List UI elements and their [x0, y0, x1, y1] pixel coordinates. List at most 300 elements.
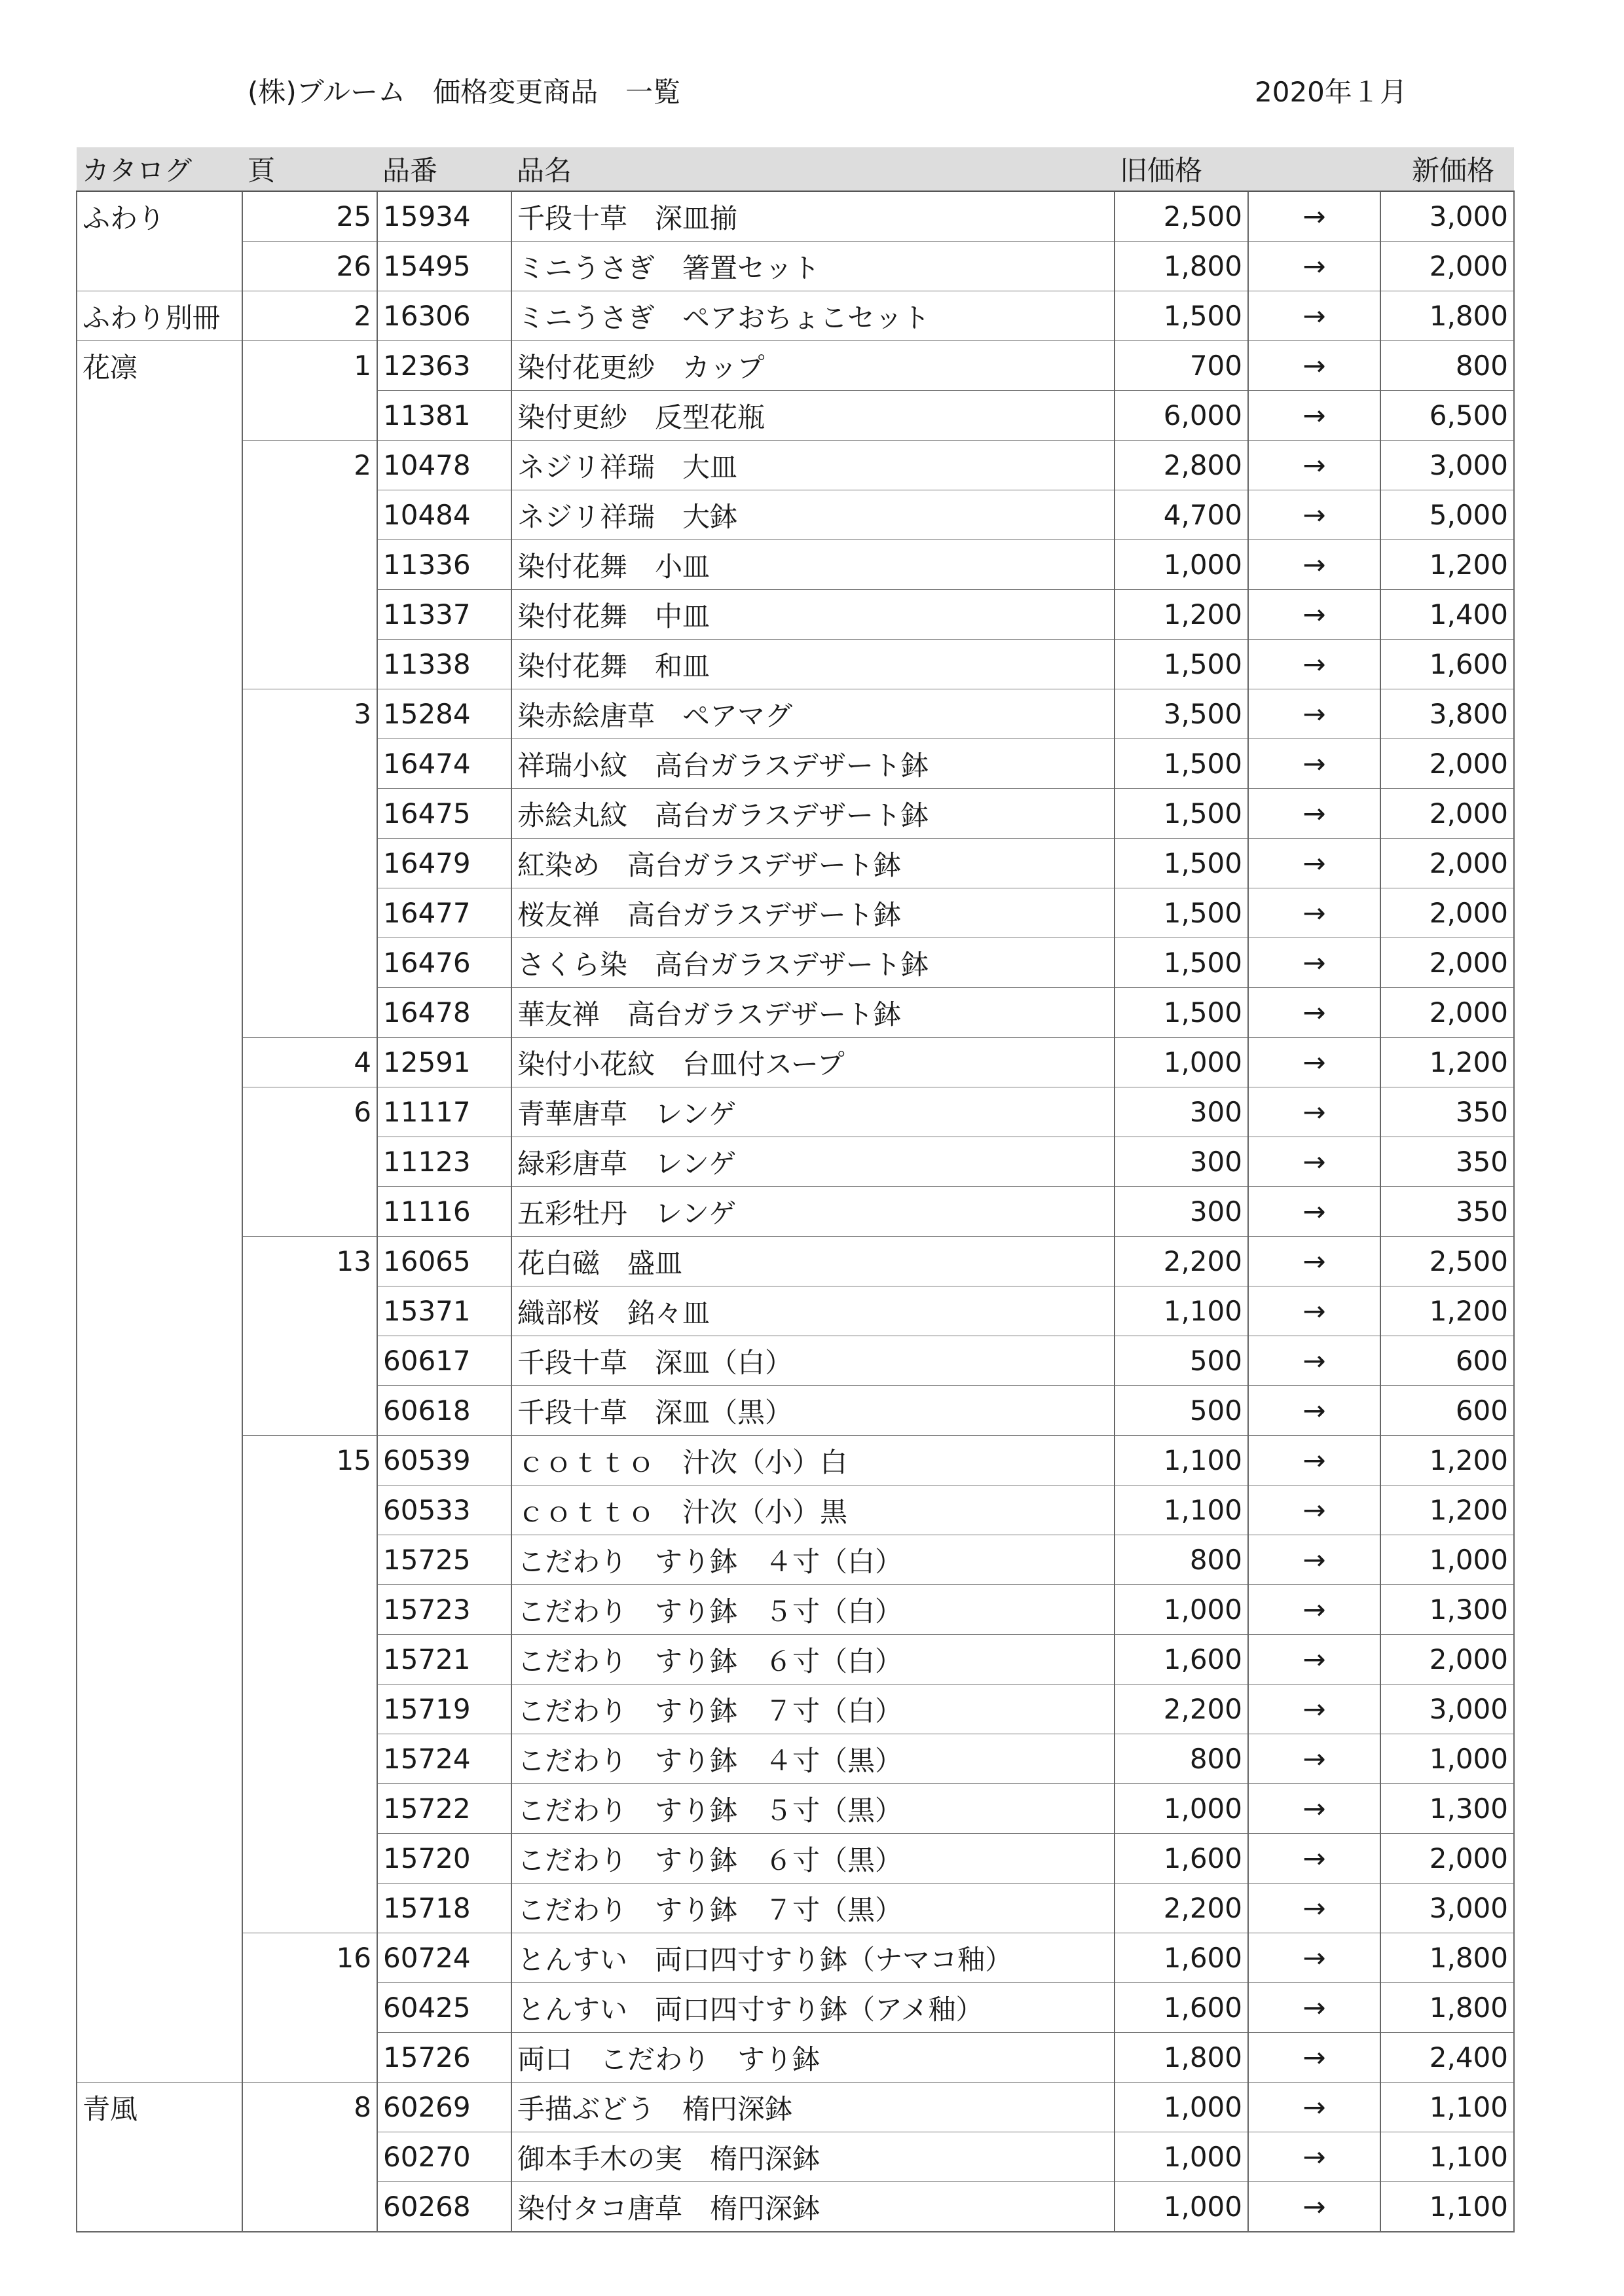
catalog-cell — [77, 242, 242, 291]
product-name-cell: こだわり すり鉢 ４寸（白） — [511, 1535, 1115, 1585]
table-row — [77, 1137, 1514, 1187]
new-price-cell: 1,200 — [1380, 1436, 1514, 1485]
catalog-cell — [77, 1087, 242, 1137]
page-cell — [242, 1983, 377, 2033]
product-name-cell: 染付更紗 反型花瓶 — [511, 391, 1115, 441]
page-cell: 3 — [242, 689, 377, 739]
catalog-cell — [77, 540, 242, 590]
page-cell — [242, 1485, 377, 1535]
catalog-cell — [77, 1187, 242, 1237]
document-title: (株)ブルーム 価格変更商品 一覧 — [248, 76, 681, 108]
product-name-cell: ミニうさぎ 箸置セット — [511, 242, 1115, 291]
arrow-cell: → — [1248, 988, 1380, 1038]
product-code-cell: 16475 — [377, 789, 511, 839]
new-price-cell: 2,000 — [1380, 789, 1514, 839]
arrow-cell: → — [1248, 1585, 1380, 1635]
arrow-cell: → — [1248, 789, 1380, 839]
arrow-cell: → — [1248, 1884, 1380, 1933]
product-code-cell: 15718 — [377, 1884, 511, 1933]
old-price-cell: 1,600 — [1115, 1933, 1248, 1983]
table-row — [77, 1834, 1514, 1884]
old-price-cell: 2,200 — [1115, 1685, 1248, 1734]
product-name-cell: 染付花更紗 カップ — [511, 341, 1115, 391]
arrow-cell: → — [1248, 1635, 1380, 1685]
catalog-cell — [77, 1635, 242, 1685]
catalog-cell — [77, 1933, 242, 1983]
new-price-cell: 1,800 — [1380, 291, 1514, 341]
catalog-cell — [77, 2132, 242, 2182]
old-price-cell: 1,100 — [1115, 1485, 1248, 1535]
page-cell: 1 — [242, 341, 377, 391]
product-code-cell: 15934 — [377, 191, 511, 242]
page-cell — [242, 1734, 377, 1784]
catalog-cell: 青風 — [77, 2083, 242, 2132]
product-code-cell: 16306 — [377, 291, 511, 341]
product-code-cell: 11117 — [377, 1087, 511, 1137]
product-code-cell: 60617 — [377, 1336, 511, 1386]
table-row — [77, 1933, 1514, 1983]
product-code-cell: 16477 — [377, 888, 511, 938]
table-row — [77, 1635, 1514, 1685]
product-code-cell: 11338 — [377, 640, 511, 689]
catalog-cell — [77, 1983, 242, 2033]
arrow-cell: → — [1248, 1237, 1380, 1286]
old-price-cell: 800 — [1115, 1535, 1248, 1585]
table-row — [77, 2033, 1514, 2083]
arrow-cell: → — [1248, 938, 1380, 988]
new-price-cell: 3,800 — [1380, 689, 1514, 739]
old-price-cell: 1,000 — [1115, 1585, 1248, 1635]
old-price-cell: 1,500 — [1115, 789, 1248, 839]
product-name-cell: とんすい 両口四寸すり鉢（ナマコ釉） — [511, 1933, 1115, 1983]
old-price-cell: 1,500 — [1115, 839, 1248, 888]
new-price-cell: 1,300 — [1380, 1585, 1514, 1635]
table-row — [77, 242, 1514, 291]
page-cell — [242, 1635, 377, 1685]
new-price-cell: 2,500 — [1380, 1237, 1514, 1286]
product-name-cell: ミニうさぎ ペアおちょこセット — [511, 291, 1115, 341]
product-name-cell: 祥瑞小紋 高台ガラスデザート鉢 — [511, 739, 1115, 789]
table-row — [77, 341, 1514, 391]
arrow-cell: → — [1248, 2132, 1380, 2182]
old-price-cell: 1,500 — [1115, 291, 1248, 341]
product-name-cell: こだわり すり鉢 ６寸（白） — [511, 1635, 1115, 1685]
new-price-cell: 2,000 — [1380, 988, 1514, 1038]
new-price-cell: 2,000 — [1380, 938, 1514, 988]
product-name-cell: 赤絵丸紋 高台ガラスデザート鉢 — [511, 789, 1115, 839]
arrow-cell: → — [1248, 540, 1380, 590]
arrow-cell: → — [1248, 2182, 1380, 2232]
arrow-cell: → — [1248, 1983, 1380, 2033]
old-price-cell: 500 — [1115, 1336, 1248, 1386]
arrow-cell: → — [1248, 590, 1380, 640]
catalog-cell — [77, 1436, 242, 1485]
table-row — [77, 291, 1514, 341]
catalog-cell — [77, 839, 242, 888]
page-cell — [242, 839, 377, 888]
arrow-cell: → — [1248, 1784, 1380, 1834]
page-cell: 16 — [242, 1933, 377, 1983]
page-cell — [242, 1535, 377, 1585]
table-row — [77, 1087, 1514, 1137]
product-code-cell: 60268 — [377, 2182, 511, 2232]
catalog-cell — [77, 2033, 242, 2083]
product-code-cell: 60425 — [377, 1983, 511, 2033]
product-code-cell: 16474 — [377, 739, 511, 789]
old-price-cell: 2,200 — [1115, 1237, 1248, 1286]
page-cell — [242, 1386, 377, 1436]
table-row — [77, 1535, 1514, 1585]
new-price-cell: 1,800 — [1380, 1983, 1514, 2033]
table-row — [77, 839, 1514, 888]
catalog-cell — [77, 640, 242, 689]
product-code-cell: 15371 — [377, 1286, 511, 1336]
old-price-cell: 1,000 — [1115, 2132, 1248, 2182]
product-code-cell: 11123 — [377, 1137, 511, 1187]
catalog-cell — [77, 689, 242, 739]
catalog-cell — [77, 1784, 242, 1834]
table-row — [77, 1784, 1514, 1834]
catalog-cell — [77, 1535, 242, 1585]
table-row — [77, 938, 1514, 988]
old-price-cell: 300 — [1115, 1137, 1248, 1187]
arrow-cell: → — [1248, 1137, 1380, 1187]
arrow-cell: → — [1248, 1685, 1380, 1734]
arrow-cell: → — [1248, 191, 1380, 242]
page-cell — [242, 1137, 377, 1187]
product-code-cell: 12591 — [377, 1038, 511, 1087]
old-price-cell: 3,500 — [1115, 689, 1248, 739]
new-price-cell: 1,200 — [1380, 540, 1514, 590]
product-code-cell: 60270 — [377, 2132, 511, 2182]
table-row — [77, 191, 1514, 242]
page-cell — [242, 490, 377, 540]
catalog-cell — [77, 441, 242, 490]
catalog-cell — [77, 938, 242, 988]
catalog-cell — [77, 1386, 242, 1436]
catalog-cell — [77, 2182, 242, 2232]
product-code-cell: 16479 — [377, 839, 511, 888]
product-name-cell: ｃｏｔｔｏ 汁次（小）白 — [511, 1436, 1115, 1485]
arrow-cell: → — [1248, 1436, 1380, 1485]
page-cell: 2 — [242, 441, 377, 490]
product-code-cell: 15723 — [377, 1585, 511, 1635]
old-price-cell: 1,800 — [1115, 2033, 1248, 2083]
new-price-cell: 600 — [1380, 1386, 1514, 1436]
catalog-cell — [77, 1884, 242, 1933]
page-cell: 2 — [242, 291, 377, 341]
new-price-cell: 6,500 — [1380, 391, 1514, 441]
product-code-cell: 15720 — [377, 1834, 511, 1884]
new-price-cell: 1,100 — [1380, 2083, 1514, 2132]
arrow-cell: → — [1248, 1336, 1380, 1386]
arrow-cell: → — [1248, 1933, 1380, 1983]
column-header-catalog: カタログ — [77, 147, 242, 191]
new-price-cell: 5,000 — [1380, 490, 1514, 540]
catalog-cell — [77, 490, 242, 540]
product-code-cell: 15725 — [377, 1535, 511, 1585]
product-name-cell: ネジリ祥瑞 大鉢 — [511, 490, 1115, 540]
column-header-old-price: 旧価格 — [1115, 147, 1248, 191]
old-price-cell: 1,000 — [1115, 1038, 1248, 1087]
table-body — [77, 191, 1514, 2232]
old-price-cell: 1,600 — [1115, 1983, 1248, 2033]
new-price-cell: 3,000 — [1380, 191, 1514, 242]
page-cell: 25 — [242, 191, 377, 242]
old-price-cell: 1,100 — [1115, 1436, 1248, 1485]
catalog-cell — [77, 888, 242, 938]
product-name-cell: ネジリ祥瑞 大皿 — [511, 441, 1115, 490]
new-price-cell: 1,300 — [1380, 1784, 1514, 1834]
catalog-cell: ふわり — [77, 191, 242, 242]
old-price-cell: 2,200 — [1115, 1884, 1248, 1933]
product-name-cell: 織部桜 銘々皿 — [511, 1286, 1115, 1336]
product-code-cell: 11381 — [377, 391, 511, 441]
price-change-table — [76, 147, 1515, 2232]
table-row — [77, 1237, 1514, 1286]
old-price-cell: 300 — [1115, 1087, 1248, 1137]
table-row — [77, 1685, 1514, 1734]
product-name-cell: 千段十草 深皿（白） — [511, 1336, 1115, 1386]
catalog-cell — [77, 1237, 242, 1286]
product-code-cell: 11337 — [377, 590, 511, 640]
table-row — [77, 441, 1514, 490]
new-price-cell: 1,000 — [1380, 1535, 1514, 1585]
new-price-cell: 1,200 — [1380, 1038, 1514, 1087]
product-code-cell: 15284 — [377, 689, 511, 739]
table-row — [77, 789, 1514, 839]
product-name-cell: 紅染め 高台ガラスデザート鉢 — [511, 839, 1115, 888]
product-code-cell: 60533 — [377, 1485, 511, 1535]
product-code-cell: 60539 — [377, 1436, 511, 1485]
table-row — [77, 391, 1514, 441]
product-name-cell: 染付花舞 小皿 — [511, 540, 1115, 590]
table-row — [77, 640, 1514, 689]
arrow-cell: → — [1248, 1087, 1380, 1137]
page-cell — [242, 2132, 377, 2182]
page-cell: 4 — [242, 1038, 377, 1087]
product-name-cell: こだわり すり鉢 ６寸（黒） — [511, 1834, 1115, 1884]
product-code-cell: 60618 — [377, 1386, 511, 1436]
page-cell: 26 — [242, 242, 377, 291]
page-cell: 13 — [242, 1237, 377, 1286]
arrow-cell: → — [1248, 1187, 1380, 1237]
product-name-cell: こだわり すり鉢 ４寸（黒） — [511, 1734, 1115, 1784]
product-code-cell: 10478 — [377, 441, 511, 490]
product-code-cell: 15495 — [377, 242, 511, 291]
product-name-cell: 千段十草 深皿（黒） — [511, 1386, 1115, 1436]
catalog-cell — [77, 739, 242, 789]
old-price-cell: 1,100 — [1115, 1286, 1248, 1336]
product-code-cell: 15719 — [377, 1685, 511, 1734]
page-cell — [242, 1834, 377, 1884]
new-price-cell: 3,000 — [1380, 441, 1514, 490]
column-header-code: 品番 — [377, 147, 511, 191]
product-code-cell: 15726 — [377, 2033, 511, 2083]
page-cell — [242, 391, 377, 441]
product-name-cell: 五彩牡丹 レンゲ — [511, 1187, 1115, 1237]
table-row — [77, 1734, 1514, 1784]
table-row — [77, 689, 1514, 739]
arrow-cell: → — [1248, 689, 1380, 739]
column-header-arrow — [1248, 147, 1380, 191]
old-price-cell: 1,000 — [1115, 2083, 1248, 2132]
page-cell — [242, 1286, 377, 1336]
catalog-cell — [77, 1685, 242, 1734]
old-price-cell: 1,500 — [1115, 739, 1248, 789]
old-price-cell: 2,800 — [1115, 441, 1248, 490]
table-row — [77, 1983, 1514, 2033]
product-name-cell: こだわり すり鉢 ５寸（黒） — [511, 1784, 1115, 1834]
table-row — [77, 590, 1514, 640]
table-row — [77, 1436, 1514, 1485]
product-code-cell: 15722 — [377, 1784, 511, 1834]
table-row — [77, 1336, 1514, 1386]
catalog-cell: ふわり別冊 — [77, 291, 242, 341]
arrow-cell: → — [1248, 1038, 1380, 1087]
old-price-cell: 6,000 — [1115, 391, 1248, 441]
table-row — [77, 1286, 1514, 1336]
product-name-cell: こだわり すり鉢 ７寸（黒） — [511, 1884, 1115, 1933]
page-cell — [242, 988, 377, 1038]
product-code-cell: 16476 — [377, 938, 511, 988]
product-name-cell: こだわり すり鉢 ５寸（白） — [511, 1585, 1115, 1635]
product-name-cell: 御本手木の実 楕円深鉢 — [511, 2132, 1115, 2182]
table-row — [77, 1585, 1514, 1635]
product-name-cell: 手描ぶどう 楕円深鉢 — [511, 2083, 1115, 2132]
product-code-cell: 15724 — [377, 1734, 511, 1784]
document-date: 2020年１月 — [1255, 76, 1407, 108]
new-price-cell: 2,400 — [1380, 2033, 1514, 2083]
catalog-cell: 花凛 — [77, 341, 242, 391]
old-price-cell: 1,800 — [1115, 242, 1248, 291]
product-code-cell: 15721 — [377, 1635, 511, 1685]
page-cell — [242, 1585, 377, 1635]
table-row — [77, 1038, 1514, 1087]
table-row — [77, 1386, 1514, 1436]
page-cell — [242, 1187, 377, 1237]
old-price-cell: 1,200 — [1115, 590, 1248, 640]
arrow-cell: → — [1248, 2033, 1380, 2083]
old-price-cell: 4,700 — [1115, 490, 1248, 540]
arrow-cell: → — [1248, 291, 1380, 341]
new-price-cell: 1,000 — [1380, 1734, 1514, 1784]
arrow-cell: → — [1248, 1535, 1380, 1585]
product-name-cell: 染赤絵唐草 ペアマグ — [511, 689, 1115, 739]
product-name-cell: 桜友禅 高台ガラスデザート鉢 — [511, 888, 1115, 938]
catalog-cell — [77, 391, 242, 441]
table-row — [77, 1884, 1514, 1933]
table-row — [77, 2083, 1514, 2132]
old-price-cell: 1,600 — [1115, 1635, 1248, 1685]
product-name-cell: とんすい 両口四寸すり鉢（アメ釉） — [511, 1983, 1115, 2033]
arrow-cell: → — [1248, 1286, 1380, 1336]
table-row — [77, 490, 1514, 540]
new-price-cell: 1,200 — [1380, 1286, 1514, 1336]
old-price-cell: 2,500 — [1115, 191, 1248, 242]
new-price-cell: 1,600 — [1380, 640, 1514, 689]
old-price-cell: 1,500 — [1115, 888, 1248, 938]
product-name-cell: 華友禅 高台ガラスデザート鉢 — [511, 988, 1115, 1038]
column-header-name: 品名 — [511, 147, 1115, 191]
table-row — [77, 2182, 1514, 2232]
arrow-cell: → — [1248, 242, 1380, 291]
old-price-cell: 700 — [1115, 341, 1248, 391]
new-price-cell: 1,100 — [1380, 2132, 1514, 2182]
table-row — [77, 988, 1514, 1038]
new-price-cell: 2,000 — [1380, 888, 1514, 938]
table-row — [77, 739, 1514, 789]
catalog-cell — [77, 1038, 242, 1087]
arrow-cell: → — [1248, 1386, 1380, 1436]
table-row — [77, 888, 1514, 938]
arrow-cell: → — [1248, 391, 1380, 441]
new-price-cell: 800 — [1380, 341, 1514, 391]
new-price-cell: 2,000 — [1380, 739, 1514, 789]
page-cell: 8 — [242, 2083, 377, 2132]
arrow-cell: → — [1248, 640, 1380, 689]
column-header-new-price: 新価格 — [1380, 147, 1514, 191]
new-price-cell: 350 — [1380, 1137, 1514, 1187]
arrow-cell: → — [1248, 490, 1380, 540]
old-price-cell: 800 — [1115, 1734, 1248, 1784]
page-cell — [242, 1685, 377, 1734]
product-code-cell: 60724 — [377, 1933, 511, 1983]
new-price-cell: 600 — [1380, 1336, 1514, 1386]
new-price-cell: 1,100 — [1380, 2182, 1514, 2232]
catalog-cell — [77, 1734, 242, 1784]
product-name-cell: 緑彩唐草 レンゲ — [511, 1137, 1115, 1187]
page-cell — [242, 1884, 377, 1933]
old-price-cell: 500 — [1115, 1386, 1248, 1436]
page-cell — [242, 590, 377, 640]
new-price-cell: 1,400 — [1380, 590, 1514, 640]
product-name-cell: ｃｏｔｔｏ 汁次（小）黒 — [511, 1485, 1115, 1535]
product-name-cell: 染付花舞 和皿 — [511, 640, 1115, 689]
catalog-cell — [77, 988, 242, 1038]
product-code-cell: 11116 — [377, 1187, 511, 1237]
page-cell: 6 — [242, 1087, 377, 1137]
catalog-cell — [77, 1286, 242, 1336]
arrow-cell: → — [1248, 739, 1380, 789]
new-price-cell: 2,000 — [1380, 1834, 1514, 1884]
page-cell — [242, 2033, 377, 2083]
page-cell — [242, 888, 377, 938]
new-price-cell: 350 — [1380, 1087, 1514, 1137]
product-code-cell: 11336 — [377, 540, 511, 590]
table-header — [77, 147, 1514, 191]
arrow-cell: → — [1248, 2083, 1380, 2132]
table-row — [77, 1485, 1514, 1535]
page-cell — [242, 640, 377, 689]
product-name-cell: こだわり すり鉢 ７寸（白） — [511, 1685, 1115, 1734]
table-row — [77, 2132, 1514, 2182]
product-code-cell: 10484 — [377, 490, 511, 540]
catalog-cell — [77, 1485, 242, 1535]
new-price-cell: 1,800 — [1380, 1933, 1514, 1983]
page-cell — [242, 1336, 377, 1386]
catalog-cell — [77, 590, 242, 640]
page-cell — [242, 1784, 377, 1834]
page-cell — [242, 789, 377, 839]
catalog-cell — [77, 789, 242, 839]
arrow-cell: → — [1248, 888, 1380, 938]
old-price-cell: 1,000 — [1115, 540, 1248, 590]
product-name-cell: 青華唐草 レンゲ — [511, 1087, 1115, 1137]
new-price-cell: 3,000 — [1380, 1685, 1514, 1734]
page-cell — [242, 938, 377, 988]
new-price-cell: 3,000 — [1380, 1884, 1514, 1933]
